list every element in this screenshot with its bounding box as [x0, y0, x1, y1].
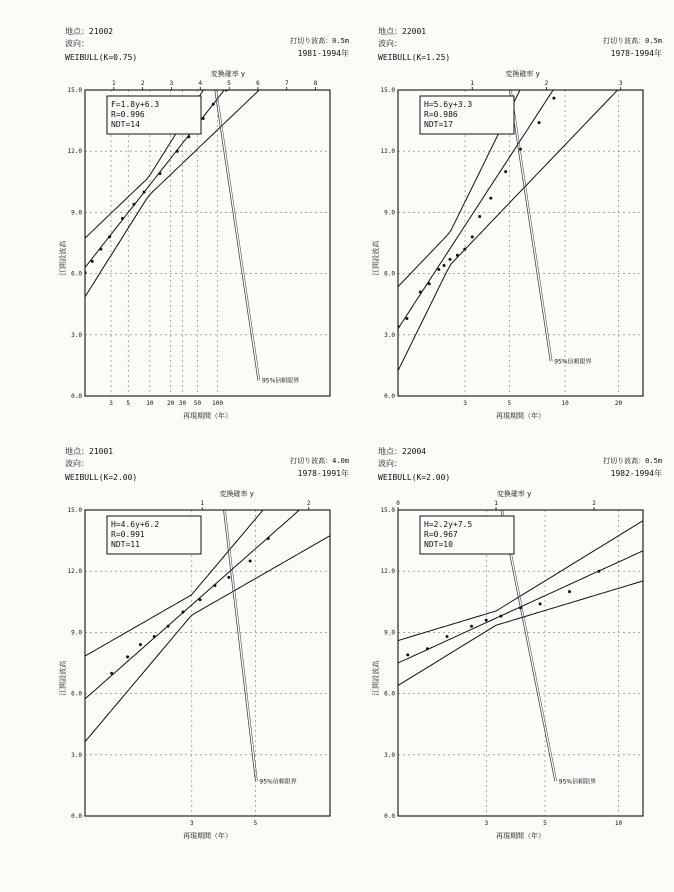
threshold-label: 打切り波高：0.5m [603, 37, 662, 45]
panel-22004 [368, 448, 668, 848]
upper-confidence-line [398, 0, 643, 287]
y-tick-label: 6.0 [71, 270, 82, 278]
top-axis-label: 変換確率 y [505, 70, 540, 78]
data-point [471, 235, 474, 238]
curves [84, 0, 331, 297]
y-tick-label: 9.0 [384, 209, 395, 217]
chart-22001 [368, 28, 668, 428]
ci-label: 95%信頼限界 [261, 377, 300, 385]
top-tick-label: 6 [256, 80, 260, 87]
y-tick-label: 15.0 [67, 87, 82, 94]
data-point [499, 615, 502, 618]
y-tick-label: 9.0 [71, 629, 82, 637]
y-axis-label: 江開設波高 [372, 660, 380, 696]
data-point [597, 570, 600, 573]
stats-line: F=1.8y+6.3 [111, 100, 160, 109]
ci-label: 95%信頼限界 [259, 778, 297, 786]
top-axis-label: 変換確率 y [496, 490, 532, 498]
data-point [121, 217, 124, 220]
direction-label: 波向： [65, 39, 89, 48]
data-point [568, 590, 571, 593]
top-tick-label: 5 [227, 80, 231, 87]
data-point [126, 655, 129, 658]
plot-frame [85, 90, 330, 396]
stats-line: NDT=14 [111, 120, 140, 129]
data-point [406, 653, 409, 656]
period-label: 1978-1994年 [610, 49, 662, 58]
site-label: 地点：21002 [65, 27, 114, 36]
site-label: 地点：21001 [65, 447, 114, 456]
y-tick-label: 0.0 [384, 813, 395, 820]
x-tick-label: 20 [614, 400, 623, 407]
panel-22001 [368, 28, 668, 428]
y-tick-label: 9.0 [71, 209, 82, 217]
period-label: 1982-1994年 [610, 469, 662, 478]
lower-confidence-line [398, 581, 643, 686]
y-tick-label: 15.0 [380, 507, 395, 514]
ci-pointer-line [223, 510, 255, 781]
top-axis-label: 変換確率 y [219, 490, 254, 498]
distribution-label: WEIBULL(K=0.75) [65, 53, 138, 62]
y-tick-label: 3.0 [384, 751, 395, 759]
y-tick-label: 9.0 [384, 629, 395, 637]
x-tick-label: 5 [126, 400, 131, 407]
y-tick-label: 6.0 [384, 270, 395, 278]
y-tick-label: 3.0 [71, 751, 82, 759]
plot-frame [398, 90, 643, 396]
data-point [443, 264, 446, 267]
data-point [182, 611, 185, 614]
lower-confidence-line [85, 22, 330, 297]
top-tick-label: 1 [112, 80, 116, 87]
stats-line: NDT=10 [424, 540, 453, 549]
stats-line: R=0.996 [111, 110, 145, 119]
y-tick-label: 15.0 [380, 87, 395, 94]
data-point [428, 282, 431, 285]
stats-line: H=4.6y+6.2 [111, 520, 160, 529]
top-tick-label: 4 [198, 80, 203, 87]
data-point [227, 576, 230, 579]
top-tick-label: 1 [200, 500, 204, 507]
period-label: 1978-1991年 [297, 469, 349, 478]
data-point [456, 254, 459, 257]
ci-pointer-line [215, 90, 258, 381]
data-point [267, 537, 270, 540]
top-tick-label: 3 [169, 80, 174, 87]
y-tick-label: 0.0 [71, 393, 82, 400]
data-point [538, 121, 541, 124]
data-point [84, 271, 87, 274]
top-tick-label: 1 [470, 80, 475, 87]
top-axis-label: 変換確率 y [210, 70, 246, 78]
x-tick-label: 100 [212, 400, 224, 407]
y-tick-label: 15.0 [67, 507, 82, 514]
data-point [225, 89, 228, 92]
x-tick-label: 5 [543, 820, 547, 827]
data-point [397, 325, 400, 328]
data-point [176, 150, 179, 153]
top-tick-label: 8 [313, 80, 318, 87]
x-tick-label: 5 [507, 400, 512, 407]
data-point [187, 135, 190, 138]
data-point [199, 598, 202, 601]
x-tick-label: 3 [484, 820, 489, 827]
top-tick-label: 2 [592, 500, 596, 507]
stats-line: NDT=17 [424, 120, 453, 129]
stats-line: NDT=11 [111, 540, 140, 549]
ci-pointer-line [509, 90, 550, 361]
threshold-label: 打切り波高：0.5m [603, 457, 662, 465]
data-point [108, 235, 111, 238]
stats-line: H=2.2y+7.5 [424, 520, 473, 529]
y-tick-label: 3.0 [384, 331, 395, 339]
data-point [249, 560, 252, 563]
data-point [99, 248, 102, 251]
data-point [446, 635, 449, 638]
y-tick-label: 12.0 [67, 568, 82, 576]
curves [397, 0, 644, 371]
x-tick-label: 5 [253, 820, 258, 827]
curves [85, 430, 330, 741]
y-tick-label: 3.0 [71, 331, 82, 339]
threshold-label: 打切り波高：0.5m [290, 37, 349, 45]
data-point [213, 584, 216, 587]
x-axis-label: 再現期間（年） [183, 412, 232, 420]
data-point [552, 97, 555, 100]
x-tick-label: 3 [463, 400, 467, 407]
stats-line: R=0.967 [424, 530, 458, 539]
x-tick-label: 3 [189, 820, 194, 827]
data-point [504, 170, 507, 173]
y-tick-label: 12.0 [380, 148, 395, 156]
x-axis-label: 再現期間（年） [496, 832, 545, 840]
threshold-label: 打切り波高：4.0m [290, 457, 349, 465]
x-tick-label: 10 [146, 400, 154, 407]
distribution-label: WEIBULL(K=2.00) [378, 473, 451, 482]
y-tick-label: 0.0 [384, 393, 395, 400]
y-tick-label: 6.0 [384, 690, 395, 698]
data-point [133, 203, 136, 206]
plot-frame [85, 510, 330, 816]
lower-confidence-line [85, 536, 330, 742]
direction-label: 波向： [378, 39, 402, 48]
y-axis-label: 江開設波高 [372, 240, 380, 276]
distribution-label: WEIBULL(K=2.00) [65, 473, 138, 482]
ci-label: 95%信頼限界 [554, 358, 592, 366]
data-point [426, 647, 429, 650]
stats-line: R=0.991 [111, 530, 145, 539]
top-tick-label: 3 [618, 80, 623, 87]
top-tick-label: 1 [494, 500, 498, 507]
data-point [91, 260, 94, 263]
panel-21001 [55, 448, 355, 848]
chart-21002 [55, 28, 355, 428]
data-point [153, 635, 156, 638]
data-point [419, 290, 422, 293]
stats-line: H=5.6y+3.3 [424, 100, 473, 109]
data-point [470, 625, 473, 628]
chart-22004 [368, 448, 668, 848]
y-axis-label: 江開設波高 [59, 660, 67, 696]
ci-label: 95%信頼限界 [558, 778, 597, 786]
panel-21002 [55, 28, 355, 428]
top-tick-label: 2 [306, 500, 311, 507]
top-tick-label: 0 [396, 500, 400, 507]
data-point [448, 258, 451, 261]
direction-label: 波向： [65, 459, 89, 468]
data-point [110, 672, 113, 675]
x-tick-label: 10 [561, 400, 569, 407]
y-axis-label: 江開設波高 [59, 240, 67, 276]
data-point [158, 172, 161, 175]
data-point [485, 619, 488, 622]
top-tick-label: 2 [140, 80, 145, 87]
top-tick-label: 7 [284, 80, 289, 87]
x-axis-label: 再現期間（年） [496, 412, 545, 420]
y-tick-label: 6.0 [71, 690, 82, 698]
data-point [489, 197, 492, 200]
x-tick-label: 50 [193, 400, 202, 407]
y-tick-label: 12.0 [67, 148, 82, 156]
data-point [139, 643, 142, 646]
fit-line [85, 483, 330, 699]
y-tick-label: 0.0 [71, 813, 82, 820]
distribution-label: WEIBULL(K=1.25) [378, 53, 451, 62]
data-point [212, 103, 215, 106]
x-tick-label: 10 [614, 820, 623, 827]
x-tick-label: 30 [178, 400, 187, 407]
data-point [405, 317, 408, 320]
stats-line: R=0.986 [424, 110, 458, 119]
data-point [167, 625, 170, 628]
y-tick-label: 12.0 [380, 568, 395, 576]
data-point [202, 117, 205, 120]
ci-pointer-line [511, 90, 552, 361]
period-label: 1981-1994年 [297, 49, 349, 58]
site-label: 地点：22004 [378, 447, 427, 456]
x-tick-label: 3 [109, 400, 113, 407]
ci-pointer-line [217, 90, 260, 381]
data-point [143, 191, 146, 194]
data-point [463, 248, 466, 251]
data-point [478, 215, 481, 218]
direction-label: 波向： [378, 459, 402, 468]
top-tick-label: 2 [544, 80, 549, 87]
x-tick-label: 20 [166, 400, 175, 407]
site-label: 地点：22001 [378, 27, 427, 36]
x-axis-label: 再現期間（年） [183, 832, 232, 840]
data-point [437, 268, 440, 271]
data-point [539, 602, 542, 605]
chart-21001 [55, 448, 355, 848]
